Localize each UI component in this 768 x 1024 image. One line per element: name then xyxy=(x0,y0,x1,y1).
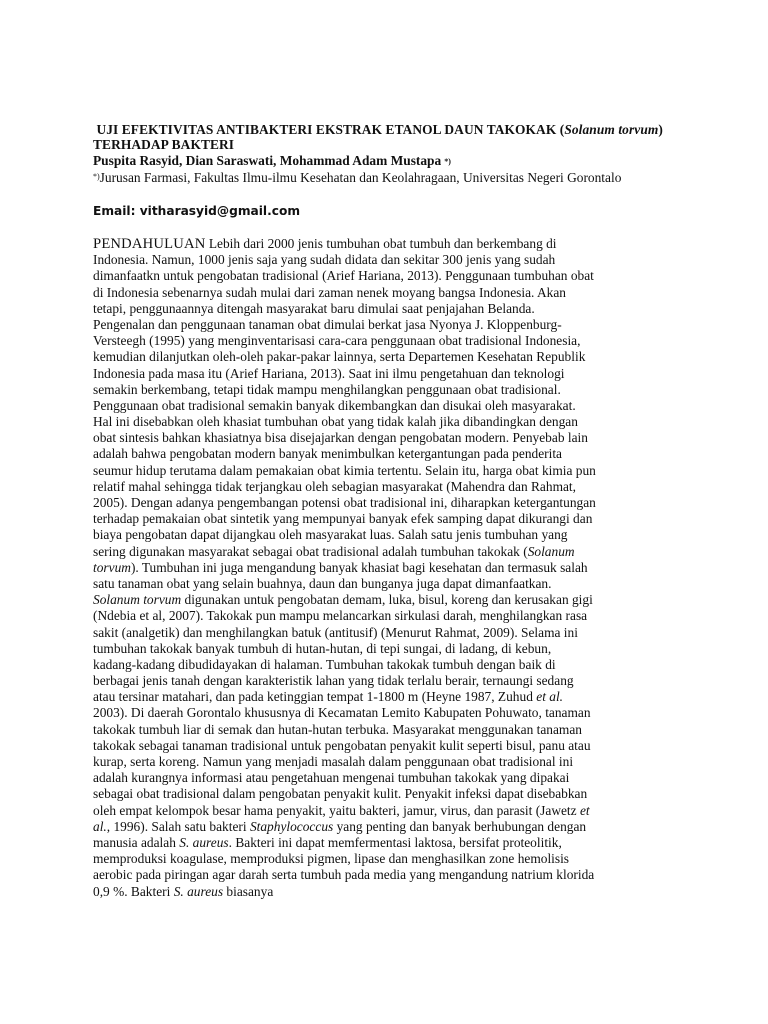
title-main: UJI EFEKTIVITAS ANTIBAKTERI EKSTRAK ETANOL DAUN TAKOKAK ( xyxy=(93,122,565,137)
body-text-segment: takokak sebagai tanaman tradisional untuk pengobatan penyakit kulit seperti bisul, panu atau xyxy=(93,737,591,753)
body-text-segment: 2003). Di daerah Gorontalo khususnya di Kecamatan Lemito Kabupaten Pohuwato, tanaman xyxy=(93,705,591,721)
body-line xyxy=(93,349,675,365)
body-line xyxy=(93,819,675,835)
body-text-segment: . Bakteri ini dapat memfermentasi laktosa, bersifat proteolitik, xyxy=(228,834,562,850)
body-text-segment: Penggunaan obat tradisional semakin banyak dikembangkan dan disukai oleh masyarakat. xyxy=(93,397,576,413)
body-line xyxy=(93,333,675,349)
body-line xyxy=(93,252,675,268)
body-text-segment: aerobic pada piringan agar darah serta tumbuh pada media yang mengandung natrium klorida xyxy=(93,867,595,883)
body-line xyxy=(93,673,675,689)
body-line xyxy=(93,705,675,721)
body-text-segment: adalah kurangnya informasi atau pengetahuan mengenai tumbuhan takokak yang dipakai xyxy=(93,770,570,786)
body-text-segment: dimanfaatkn untuk pengobatan tradisional (Arief Hariana, 2013). Penggunaan tumbuhan obat xyxy=(93,268,594,284)
italic-term: et xyxy=(579,802,590,818)
italic-term: Solanum xyxy=(527,543,575,559)
section-heading: PENDAHULUAN xyxy=(93,236,206,252)
body-text-segment: adalah bahwa pengobatan modern banyak menimbulkan ketergantungan pada penderita xyxy=(93,446,562,462)
body-text-segment: Versteegh (1995) yang menginventarisasi cara-cara penggunaan obat tradisional Indonesia, xyxy=(93,333,581,349)
body-line xyxy=(93,835,675,851)
body-text-segment: Pengenalan dan penggunaan tanaman obat dimulai berkat jasa Nyonya J. Kloppenburg- xyxy=(93,316,562,332)
author-list xyxy=(93,153,693,170)
author-mark: *) xyxy=(444,157,451,166)
title-tail: ) TERHADAP BAKTERI xyxy=(93,122,663,152)
body-text-segment: satu tanaman obat yang selain buahnya, daun dan bunganya juga dapat dimanfaatkan. xyxy=(93,575,552,591)
body-text-segment: 2005). Dengan adanya pengembangan potensi obat tradisional ini, diharapkan ketergantungan xyxy=(93,495,596,510)
body-text-segment: (Ndebia et al, 2007). Takokak pun mampu melancarkan sirkulasi darah, menghilangkan rasa xyxy=(93,608,588,624)
body-line xyxy=(93,867,675,883)
introduction-body xyxy=(93,236,675,900)
body-line xyxy=(93,430,675,446)
body-line xyxy=(93,689,675,705)
body-text-segment: yang penting dan banyak berhubungan dengan xyxy=(333,818,587,834)
body-text-segment: kurap, serta koreng. Namun yang menjadi masalah dalam penggunaan obat tradisional ini xyxy=(93,754,574,769)
body-line xyxy=(93,511,675,527)
body-line xyxy=(93,754,675,770)
body-line xyxy=(93,851,675,867)
body-line xyxy=(93,398,675,414)
body-text-segment: semakin berkembang, tetapi tidak mampu menghilangkan penggunaan obat tradisional. xyxy=(93,381,561,397)
body-line xyxy=(93,446,675,462)
italic-term: S. aureus xyxy=(173,883,224,899)
body-text-segment: Indonesia. Namun, 1000 jenis saja yang sudah didata dan sekitar 300 jenis yang sudah xyxy=(93,252,556,268)
body-line xyxy=(93,414,675,430)
body-text-segment: , 1996). Salah satu bakteri xyxy=(106,818,250,834)
body-text-segment: manusia adalah xyxy=(93,834,180,850)
body-line xyxy=(93,592,675,608)
body-line xyxy=(93,366,675,382)
body-text-segment: Indonesia pada masa itu (Arief Hariana, 2013). Saat ini ilmu pengetahuan dan teknologi xyxy=(93,365,565,381)
body-line xyxy=(93,770,675,786)
body-text-segment: kadang-kadang dibudidayakan di halaman. Tumbuhan takokak tumbuh dengan baik di xyxy=(93,656,556,672)
body-line xyxy=(93,527,675,543)
body-line xyxy=(93,641,675,657)
body-line xyxy=(93,479,675,495)
body-line xyxy=(93,576,675,592)
affiliation xyxy=(93,169,653,186)
body-text-segment: biaya pengobatan dapat dijangkau oleh masyarakat luas. Salah satu jenis tumbuhan yang xyxy=(93,527,568,543)
body-line xyxy=(93,625,675,641)
body-line xyxy=(93,382,675,398)
body-line xyxy=(93,738,675,754)
body-text-segment: Lebih dari 2000 jenis tumbuhan obat tumbuh dan berkembang di xyxy=(205,236,557,251)
body-line xyxy=(93,317,675,333)
body-line xyxy=(93,608,675,624)
author-names: Puspita Rasyid, Dian Saraswati, Mohammad Adam Mustapa xyxy=(93,153,442,168)
affiliation-text: Jurusan Farmasi, Fakultas Ilmu-ilmu Kesehatan dan Keolahragaan, Universitas Negeri Gorontalo xyxy=(99,170,622,185)
body-text-segment: berbagai jenis tanah dengan karakteristik lahan yang tidak terlalu berair, ternaungi sedang xyxy=(93,673,574,689)
body-text-segment: di Indonesia sebenarnya sudah mulai dari zaman nenek moyang bangsa Indonesia. Akan xyxy=(93,284,566,300)
body-text-segment: memproduksi koagulase, memproduksi pigmen, lipase dan menghasilkan zone hemolisis xyxy=(93,851,570,867)
body-line xyxy=(93,657,675,673)
body-text-segment: obat sintesis bahkan khasiatnya bisa disejajarkan dengan pengobatan modern. Penyebab lain xyxy=(93,430,588,446)
body-text-segment: digunakan untuk pengobatan demam, luka, bisul, koreng dan kerusakan gigi xyxy=(181,592,593,608)
body-text-segment: tetapi, penggunaannya ditengah masyarakat baru dimulai saat penjajahan Belanda. xyxy=(93,300,535,316)
body-text-segment: biasanya xyxy=(223,883,274,899)
italic-term: S. aureus xyxy=(179,834,229,850)
body-line xyxy=(93,301,675,317)
body-text-segment: tumbuhan takokak banyak tumbuh di hutan-hutan, di tepi sungai, di ladang, di kebun, xyxy=(93,640,552,656)
body-text-segment: terhadap pemakaian obat sintetik yang mempunyai banyak efek samping dapat dikurangi dan xyxy=(93,511,593,527)
body-text-segment: ). Tumbuhan ini juga mengandung banyak khasiat bagi kesehatan dan termasuk salah xyxy=(130,559,588,575)
body-line xyxy=(93,285,675,301)
body-line xyxy=(93,544,675,560)
body-line xyxy=(93,786,675,802)
italic-term: Staphylococcus xyxy=(249,818,334,834)
body-line xyxy=(93,722,675,738)
italic-term: torvum xyxy=(93,559,131,575)
body-line xyxy=(93,236,675,252)
italic-term: al. xyxy=(93,818,107,834)
body-text-segment: sebagai obat tradisional dalam pengobatan penyakit kulit. Penyakit infeksi dapat disebabkan xyxy=(93,786,588,802)
body-text-segment: atau tersinar matahari, dan pada ketinggian tempat 1-1800 m (Heyne 1987, Zuhud xyxy=(93,689,537,705)
italic-term: et al. xyxy=(536,689,564,705)
body-line xyxy=(93,560,675,576)
body-text-segment: sering digunakan masyarakat sebagai obat tradisional adalah tumbuhan takokak ( xyxy=(93,543,528,559)
italic-term: Solanum torvum xyxy=(93,592,182,608)
body-line xyxy=(93,884,675,900)
body-text-segment: Hal ini disebabkan oleh khasiat tumbuhan obat yang tidak kalah jika dibandingkan dengan xyxy=(93,414,578,430)
body-text-segment: 0,9 %. Bakteri xyxy=(93,883,174,899)
body-text-segment: relatif mahal sehingga tidak terjangkau oleh sebagian masyarakat (Mahendra dan Rahmat, xyxy=(93,478,576,494)
email-line: Email: vitharasyid@gmail.com xyxy=(93,204,301,218)
body-text-segment: takokak tumbuh liar di semak dan hutan-hutan terbuka. Masyarakat menggunakan tanaman xyxy=(93,721,582,737)
paper-title xyxy=(93,122,683,152)
title-species: Solanum torvum xyxy=(564,122,659,137)
body-line xyxy=(93,803,675,819)
body-text-segment: oleh empat kelompok besar hama penyakit, yaitu bakteri, jamur, virus, dan parasit (Jawetz xyxy=(93,802,580,818)
body-text-segment: sakit (analgetik) dan menghilangkan batuk (antitusif) (Menurut Rahmat, 2009). Selama ini xyxy=(93,624,578,640)
body-line xyxy=(93,268,675,284)
body-line xyxy=(93,495,675,511)
body-text-segment: kemudian dilanjutkan oleh-oleh pakar-pakar lainnya, serta Departemen Kesehatan Republik xyxy=(93,349,586,365)
affiliation-mark: *) xyxy=(93,172,100,181)
body-line xyxy=(93,463,675,479)
body-text-segment: seumur hidup terutama dalam pemakaian obat kimia tertentu. Selain itu, harga obat kimia pun xyxy=(93,462,596,478)
